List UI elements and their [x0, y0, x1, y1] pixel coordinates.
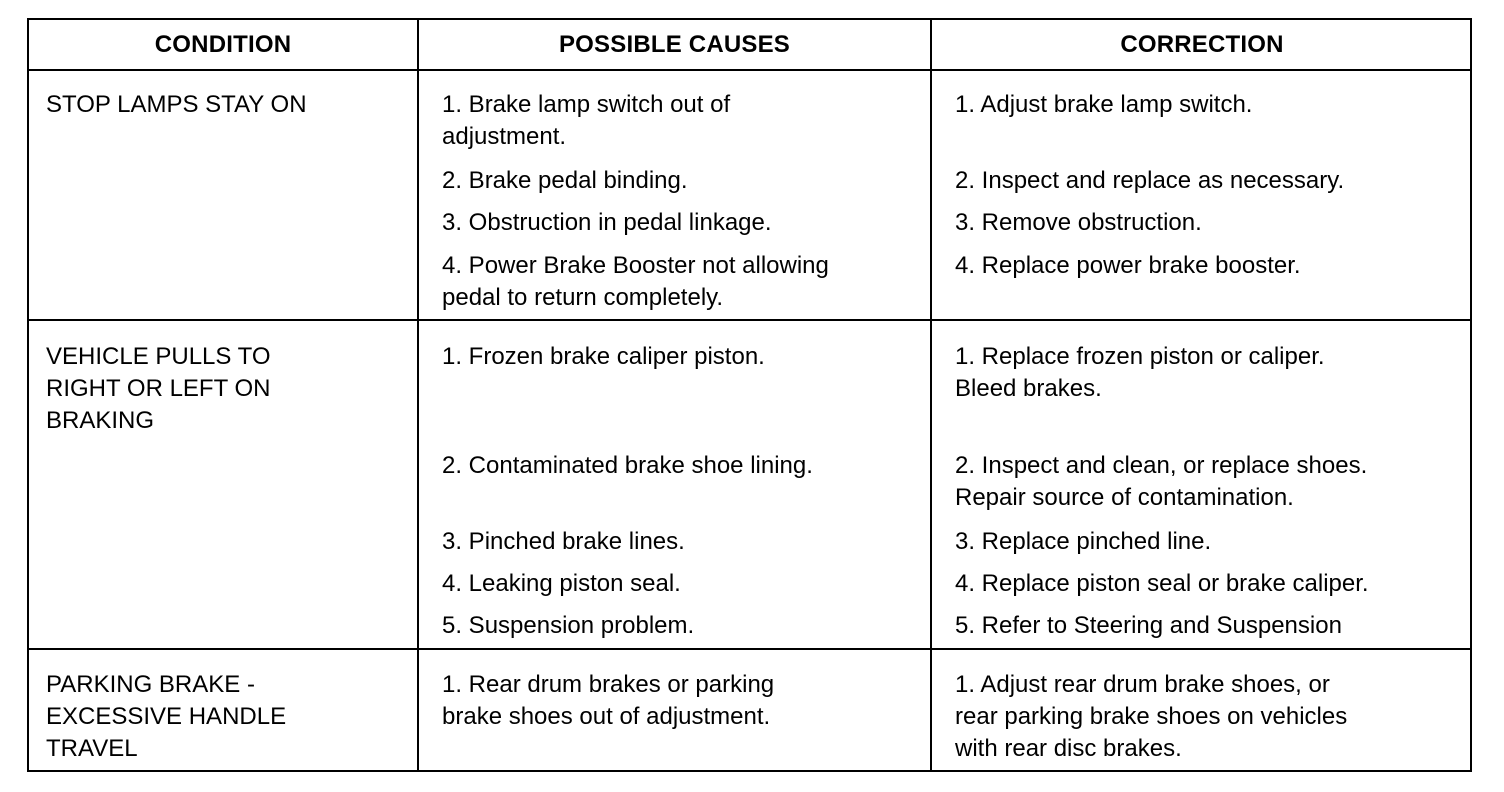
condition-vehicle-pulls: VEHICLE PULLS TO RIGHT OR LEFT ON BRAKING	[46, 343, 271, 434]
row-divider	[29, 648, 1470, 650]
condition-stop-lamps: STOP LAMPS STAY ON	[46, 91, 307, 118]
correction-item: 4. Replace piston seal or brake caliper.	[955, 570, 1369, 597]
correction-item: 3. Replace pinched line.	[955, 528, 1212, 555]
correction-item: 1. Adjust rear drum brake shoes, or rear parking brake shoes on vehicles with rear disc brakes.	[955, 671, 1348, 762]
cause-item: 3. Obstruction in pedal linkage.	[442, 209, 772, 236]
cause-item: 4. Power Brake Booster not allowing pedal to return completely.	[442, 252, 829, 311]
cause-item: 1. Rear drum brakes or parking brake shoes out of adjustment.	[442, 671, 775, 730]
cause-item: 5. Suspension problem.	[442, 612, 695, 639]
column-divider	[930, 20, 932, 770]
header-condition: CONDITION	[154, 31, 292, 58]
cause-item: 2. Brake pedal binding.	[442, 167, 688, 194]
correction-item: 5. Refer to Steering and Suspension	[955, 612, 1342, 639]
troubleshooting-table	[27, 18, 1472, 772]
condition-parking-brake: PARKING BRAKE - EXCESSIVE HANDLE TRAVEL	[46, 671, 287, 762]
header-correction: CORRECTION	[1120, 31, 1284, 58]
cause-item: 4. Leaking piston seal.	[442, 570, 681, 597]
row-divider	[29, 319, 1470, 321]
correction-item: 2. Inspect and clean, or replace shoes. Repair source of contamination.	[955, 452, 1368, 511]
correction-item: 1. Adjust brake lamp switch.	[955, 91, 1253, 118]
cause-item: 1. Brake lamp switch out of adjustment.	[442, 91, 731, 150]
cause-item: 2. Contaminated brake shoe lining.	[442, 452, 813, 479]
correction-item: 3. Remove obstruction.	[955, 209, 1202, 236]
cause-item: 3. Pinched brake lines.	[442, 528, 685, 555]
correction-item: 4. Replace power brake booster.	[955, 252, 1301, 279]
header-possible-causes: POSSIBLE CAUSES	[558, 31, 791, 58]
cause-item: 1. Frozen brake caliper piston.	[442, 343, 765, 370]
correction-item: 2. Inspect and replace as necessary.	[955, 167, 1345, 194]
correction-item: 1. Replace frozen piston or caliper. Bleed brakes.	[955, 343, 1325, 402]
column-divider	[417, 20, 419, 770]
